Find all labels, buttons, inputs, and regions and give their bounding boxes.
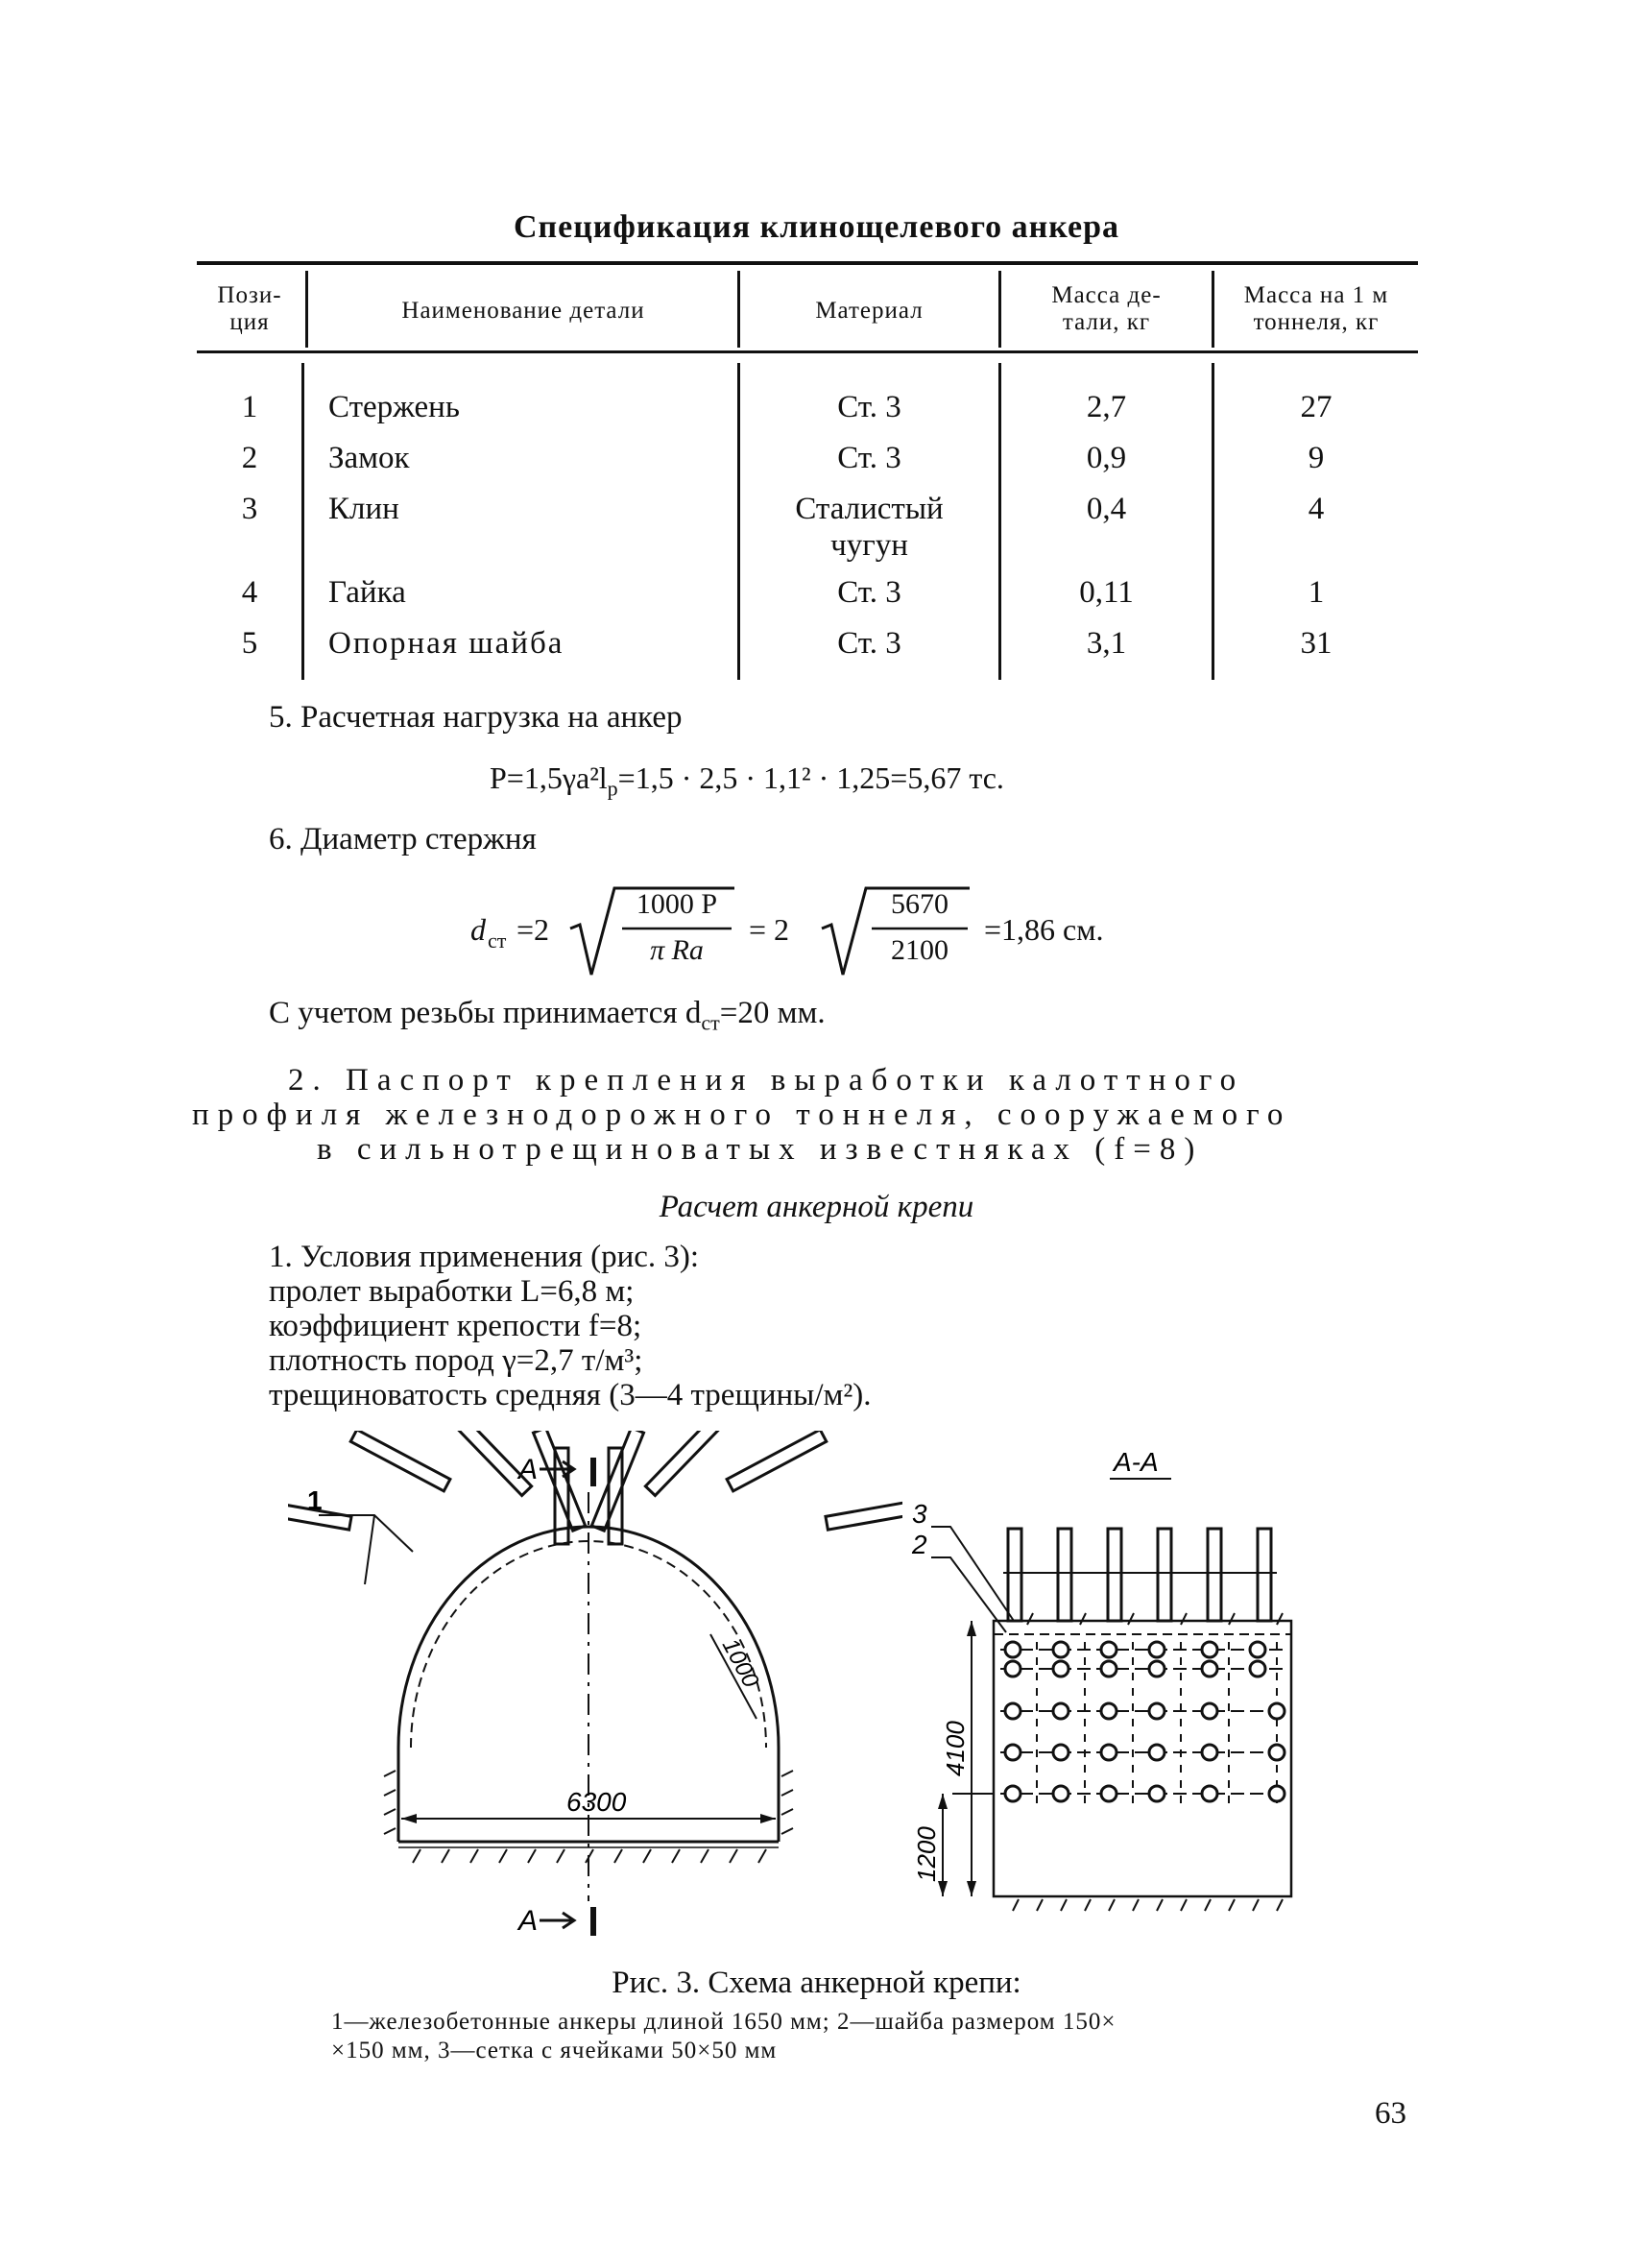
- cell-material: Ст. 3: [837, 441, 901, 475]
- cell-mass: 0,9: [1086, 441, 1127, 475]
- header-mass-per-m: Масса на 1 м тоннеля, кг: [1243, 282, 1389, 335]
- cell-name: Опорная шайба: [328, 626, 564, 661]
- formula-p: [490, 760, 1004, 801]
- figure-caption-line-1: 1—железобетонные анкеры длиной 1650 мм; 2—шайба размером 150×: [331, 2009, 1117, 2035]
- figure-caption: Рис. 3. Схема анкерной крепи:: [612, 1966, 1021, 2000]
- table-title: Спецификация клинощелевого анкера: [513, 209, 1120, 245]
- formula-p-rhs: =1,5 · 2,5 · 1,1² · 1,25=5,67 тс.: [617, 760, 1004, 795]
- figure-cross-section: [288, 1431, 902, 1968]
- anchors: [288, 1431, 902, 1544]
- cell-name: Клин: [328, 492, 399, 526]
- cell-name: Стержень: [328, 390, 460, 424]
- cell-mass: 0,4: [1086, 492, 1127, 526]
- dim-1000: 1000: [716, 1634, 764, 1692]
- cell-pos: 4: [241, 575, 258, 610]
- cell-pos: 3: [241, 492, 258, 526]
- d-result: =1,86 см.: [984, 912, 1104, 947]
- cell-pos: 1: [241, 390, 258, 424]
- d-sub: ст: [488, 929, 507, 953]
- section-title-a-a: A-A: [1114, 1447, 1159, 1477]
- cell-mass: 0,11: [1079, 575, 1134, 610]
- thread-val: =20 мм.: [719, 996, 826, 1030]
- label-A-top: A: [518, 1454, 539, 1485]
- d-eq: =2: [516, 912, 550, 947]
- header-name: Наименование детали: [401, 298, 645, 324]
- thread-note-text: С учетом резьбы принимается d: [269, 996, 702, 1030]
- section-2-line-3: в сильнотрещиноватых известняках (f=8): [317, 1132, 1204, 1167]
- cell-mass: 3,1: [1086, 626, 1127, 661]
- label-2: 2: [912, 1530, 927, 1559]
- label-3: 3: [912, 1499, 927, 1529]
- label-A-bottom: A: [518, 1905, 539, 1937]
- formula-d: [470, 879, 1162, 984]
- cell-pos: 2: [241, 441, 258, 475]
- cell-pos: 5: [241, 626, 258, 661]
- conditions-4: плотность пород γ=2,7 т/м³;: [269, 1343, 643, 1378]
- section-2-line-2: профиля железнодорожного тоннеля, сооружаемого: [192, 1098, 1292, 1132]
- figure-caption-line-2: ×150 мм, 3—сетка с ячейками 50×50 мм: [331, 2038, 778, 2063]
- cell-mass-per-m: 27: [1300, 390, 1333, 424]
- header-position: Пози- ция: [217, 282, 282, 335]
- section-2-line-1: 2. Паспорт крепления выработки калоттного: [288, 1063, 1245, 1098]
- frac1-num: 1000 P: [636, 888, 718, 920]
- label-1: 1: [307, 1485, 323, 1515]
- frac2-den: 2100: [891, 934, 949, 966]
- dim-6300: 6300: [566, 1787, 627, 1817]
- eq-2: = 2: [749, 912, 790, 947]
- figure-section-a-a: [893, 1431, 1344, 1968]
- frac2-num: 5670: [891, 888, 949, 920]
- cell-mass-per-m: 9: [1308, 441, 1325, 475]
- mesh-grid: [1000, 1642, 1285, 1805]
- cell-mass-per-m: 31: [1300, 626, 1333, 661]
- dim-1200: 1200: [912, 1826, 941, 1882]
- header-mass: Масса де- тали, кг: [1051, 282, 1162, 335]
- thread-note: [269, 995, 826, 1042]
- d-lhs: d: [470, 912, 486, 947]
- cell-material: Ст. 3: [837, 626, 901, 661]
- cell-mass-per-m: 4: [1308, 492, 1325, 526]
- washers: [1005, 1642, 1285, 1801]
- subtitle: Расчет анкерной крепи: [659, 1190, 974, 1224]
- table-header-rule: [197, 350, 1418, 353]
- cell-name: Гайка: [328, 575, 406, 610]
- rock-hatching-right: [1013, 1613, 1283, 1911]
- conditions-3: коэффициент крепости f=8;: [269, 1309, 642, 1343]
- header-material: Материал: [815, 298, 924, 324]
- thread-sub: ст: [701, 1010, 720, 1035]
- item-6-text: 6. Диаметр стержня: [269, 822, 537, 857]
- cell-mass-per-m: 1: [1308, 575, 1325, 610]
- page-number: 63: [1375, 2096, 1406, 2131]
- cell-mass: 2,7: [1086, 390, 1127, 424]
- col-divider-1: [305, 271, 308, 348]
- cell-name: Замок: [328, 441, 410, 475]
- conditions-2: пролет выработки L=6,8 м;: [269, 1274, 635, 1309]
- cell-material: Ст. 3: [837, 575, 901, 610]
- formula-p-lhs: P=1,5γa²l: [490, 760, 608, 795]
- dim-4100: 4100: [941, 1721, 970, 1776]
- table-top-rule: [197, 261, 1418, 265]
- conditions-1: 1. Условия применения (рис. 3):: [269, 1240, 700, 1274]
- frac1-den: π Ra: [650, 934, 704, 966]
- cell-material: Сталистый чугун: [795, 492, 944, 563]
- top-anchors: [1008, 1529, 1271, 1621]
- item-5-text: 5. Расчетная нагрузка на анкер: [269, 700, 683, 735]
- cell-material: Ст. 3: [837, 390, 901, 424]
- conditions-5: трещиноватость средняя (3—4 трещины/м²).: [269, 1378, 872, 1412]
- formula-p-sub: р: [607, 776, 618, 801]
